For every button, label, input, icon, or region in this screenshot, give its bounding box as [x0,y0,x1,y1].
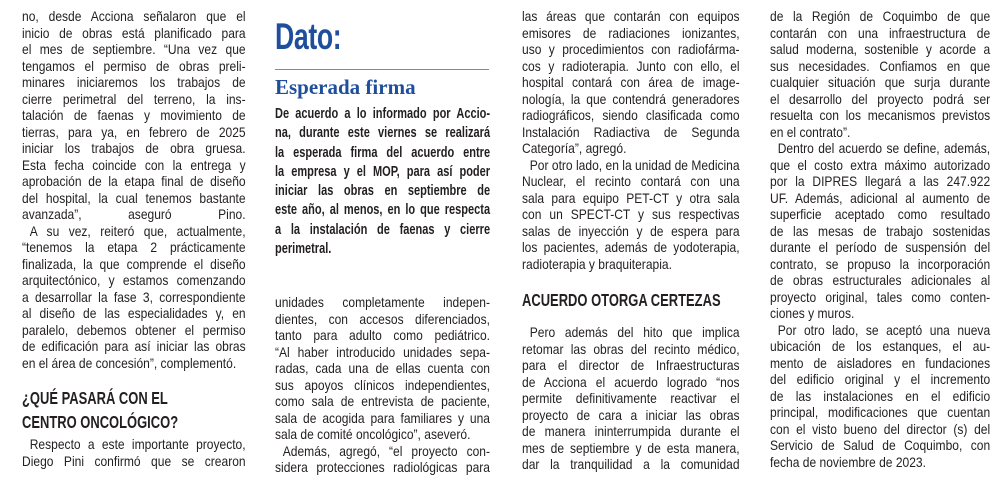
text-line: na, durante este viernes se realizará [275,125,491,142]
paragraph [770,140,990,322]
text-line: en el contrato”. [770,123,851,140]
text-line: el desarrollo del proyecto podrá ser [770,90,991,107]
text-line: con un SPECT-CT y sus respectivas [522,206,740,222]
text-line: la esperada firma del acuerdo entre [275,144,491,161]
text-line: Por otro lado, se aceptó una nueva [777,321,991,338]
text-line: mes de septiembre y de esta manera, [522,439,740,456]
paragraph [770,8,990,140]
text-line: de las mesas de trabajo sostenidas [770,222,991,239]
text-line: este año, al menos, en lo que respecta [275,202,491,219]
box-title: Dato: [275,16,342,57]
paragraph [770,322,990,471]
text-line: Categoría”, agregó. [522,140,627,156]
text-line: De acuerdo a lo informado por Accio- [275,106,491,122]
text-line: proyecto original, tales como conten- [770,288,991,305]
box-text [275,105,490,259]
text-line: sus necesidades. Confiamos en que [770,57,991,74]
text-line: a desarrollar la fase 3, correspondiente [22,288,246,305]
text-line: aprobación de la etapa final de diseño [22,173,246,189]
text-line: permite definitivamente reactivar el [522,390,740,406]
text-line: con el visto bueno del director (s) del [770,420,991,437]
text-line: sala para equipo PET-CT y otra sala [522,189,740,206]
text-line: sala de comité oncológico”, aseveró. [275,426,471,442]
text-line: cierre perimetral del terreno, la ins- [22,90,246,107]
text-line: por la DIPRES llegará a las 247.922 [770,173,991,189]
text-line: de manera ininterrumpida durante el [522,423,740,439]
text-line: salud moderna, sostenible y acorde a [770,41,991,57]
text-line: Diego Pini confirmó que se crearon [22,452,246,469]
text-line: radioterapia y braquiterapia. [522,255,672,272]
text-line: contarán con una infraestructura de [770,24,991,41]
text-line: de las instalaciones en el edificio [770,387,991,404]
text-line: sus apoyos clínicos independientes, [275,376,490,393]
text-line: fecha de noviembre de 2023. [770,453,926,470]
text-line: la empresa y el MOP, para así poder [275,163,491,180]
text-line: Respecto a este importante proyecto, [29,436,246,452]
text-line: cualquier situación que surja durante [770,74,991,90]
text-line: retomar las obras del recinto médico, [522,340,740,357]
text-line: en el área de concesión”, complementó. [22,354,237,371]
text-line: resuelta con los mecanismos previstos [770,107,991,123]
text-line: durante el período de suspensión del [770,239,991,255]
text-line: superficie aceptado como resultado [770,206,991,222]
text-line: al diseño de las especialidades y, en [22,305,246,321]
text-line: del hospital, la cual tenemos bastante [22,189,246,206]
text-line: tierras, para ya, en febrero de 2025 [22,123,246,140]
text-line: Dentro del acuerdo se define, además, [777,140,991,156]
text-line: nología, la que contendrá generadores [522,90,740,107]
text-line: cos y radioterapia. Junto con ello, el [522,57,740,74]
text-line: perimetral. [275,241,332,258]
text-line: a la instalación de faenas y cierre [275,221,491,238]
text-line: de la Región de Coquimbo de que [770,8,991,24]
text-line: tanto para adulto como pediátrico. [275,327,490,343]
text-line: mento de aisladores en fundaciones [770,354,991,371]
text-line: de obras estructurales adicionales al [770,272,991,288]
text-line: tengamos el permiso de obras preli- [22,57,246,74]
text-line: “Al haber introducido unidades sepa- [275,343,490,360]
text-line: radas, cada una de ellas cuenta con [275,360,490,376]
text-line: paralelo, debemos obtener el permiso [22,321,246,338]
text-line: Además, agregó, “el proyecto con- [282,442,490,459]
text-line: el mes de septiembre. “Una vez que [22,41,246,57]
text-line: minares iniciaremos los trabajos de [22,74,246,90]
text-line: principal, modificaciones que cuentan [770,404,991,420]
text-line: las áreas que contarán con equipos [522,8,740,24]
paragraph [522,157,740,273]
paragraph [22,8,246,223]
text-line: Nuclear, el recinto contará con una [522,173,740,189]
text-line: radiográficos, siendo clasificada como [522,107,740,123]
text-line: avanzada”, aseguró Pino. [22,206,246,222]
text-line: no, desde Acciona señalaron que el [22,8,246,24]
text-line: Instalación Radiactiva de Segunda [522,123,740,140]
column-4 [770,8,990,470]
box-subtitle: Esperada firma [275,75,416,99]
heading-line: CENTRO ONCOLÓGICO? [22,412,179,432]
section-heading-centro-oncologico [22,386,178,434]
paragraph [22,223,246,372]
paragraph [522,8,740,157]
text-line: dar la tranquilidad a la comunidad [522,456,740,472]
text-line: Servicio de Salud de Coquimbo, con [770,437,991,453]
text-line: del edificio original y el incremento [770,371,991,387]
text-line: talación de faenas y movimiento de [22,107,246,123]
paragraph [275,294,490,443]
text-line: proyecto de cara a iniciar las obras [522,406,740,423]
text-line: que el costo extra máximo autorizado [770,156,991,173]
text-line: ciones y muros. [770,305,855,321]
section-heading-acuerdo: ACUERDO OTORGA CERTEZAS [522,290,721,310]
text-line: sala de acogida para familiares y una [275,409,490,426]
text-line: sidera protecciones radiológicas para [275,459,490,475]
text-line: Esta fecha coincide con la entrega y [22,156,246,173]
text-line: unidades completamente indepen- [275,294,490,310]
text-line: como sala de entrevista de paciente, [275,393,490,409]
text-line: de edificación para así iniciar las obras [22,338,246,354]
text-line: contrato, se propuso la incorporación [770,255,991,272]
column-2 [275,294,490,476]
text-line: A su vez, reiteró que, actualmente, [29,222,246,239]
paragraph [22,436,246,469]
column-3-bottom [522,324,740,473]
heading-line: ¿QUÉ PASARÁ CON EL [22,388,168,408]
text-line: de Acciona el acuerdo logrado “nos [522,373,740,390]
text-line: hospital contará con área de image- [522,74,740,90]
text-line: “tenemos la etapa 2 prácticamente [22,239,246,255]
text-line: Pero además del hito que implica [529,324,740,340]
text-line: emisores de radiaciones ionizantes, [522,24,740,41]
text-line: iniciar los trabajos de obra gruesa. [22,140,246,156]
divider [275,69,489,70]
text-line: dientes, con accesos diferenciados, [275,310,490,327]
text-line: ubicación de los estanques, el au- [770,338,991,354]
text-line: inicio de obras está planificado para [22,24,246,41]
text-line: arquitectónico, y estamos comenzando [22,272,246,288]
text-line: uso y procedimientos con radiofárma- [522,41,740,57]
column-1-bottom [22,436,246,469]
column-3 [522,8,740,272]
text-line: para el director de Infraestructuras [522,357,740,373]
text-line: los pacientes, además de yodoterapia, [522,239,740,255]
paragraph [275,105,490,259]
paragraph [522,324,740,473]
text-line: finalizada, la que comprende el diseño [22,255,246,272]
text-line: iniciar las obras en septiembre de [275,183,491,200]
text-line: salas de inyección y de espera para [522,222,740,239]
paragraph [275,443,490,476]
text-line: UF. Además, adicional al aumento de [770,189,991,206]
text-line: Por otro lado, en la unidad de Medicina [529,156,740,173]
column-1 [22,8,246,371]
